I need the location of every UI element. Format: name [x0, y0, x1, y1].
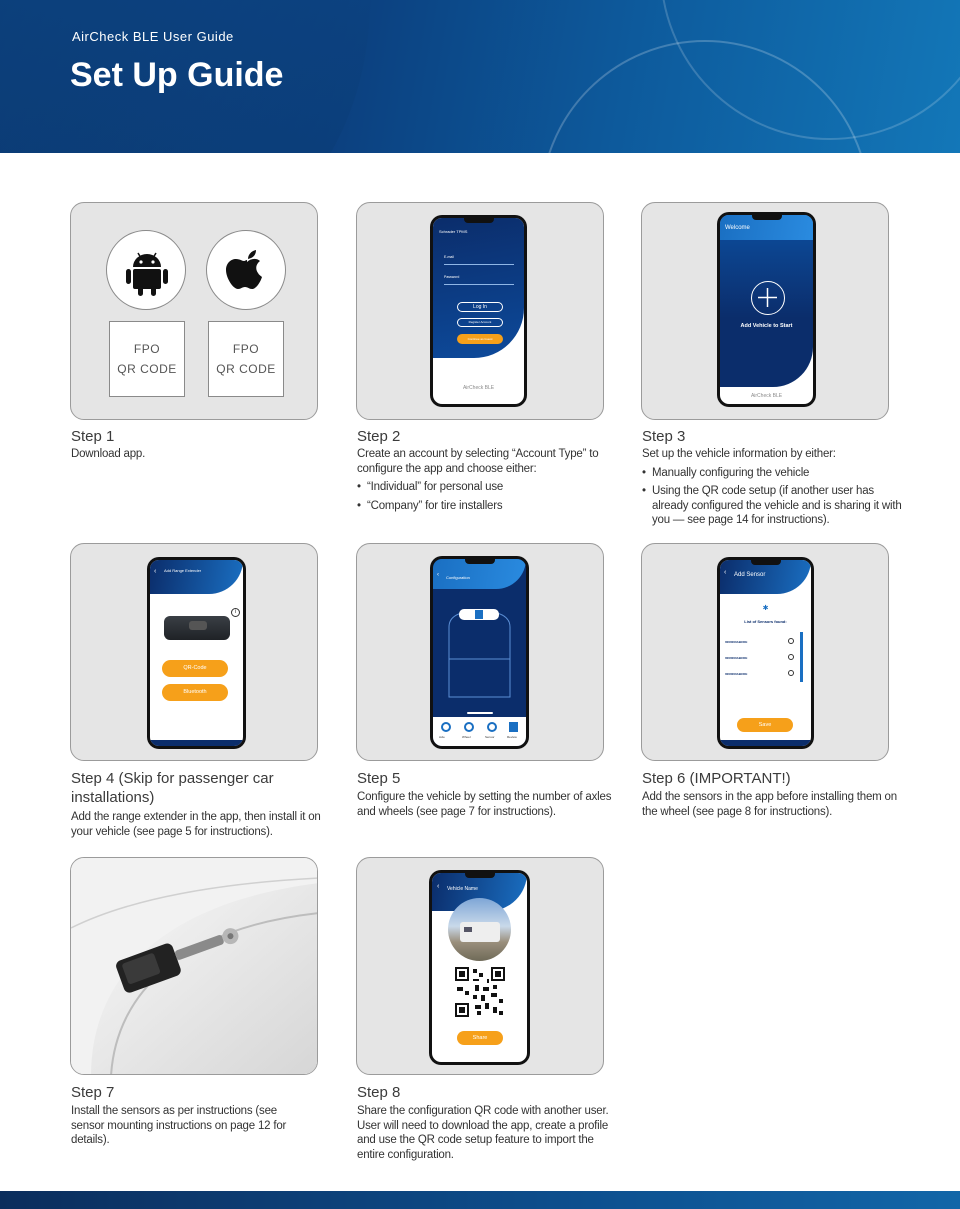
- sensor-radio[interactable]: [788, 638, 794, 644]
- list-item: • “Company” for tire installers: [357, 499, 607, 514]
- sensor-radio[interactable]: [788, 670, 794, 676]
- sensor-tab-icon[interactable]: [487, 722, 497, 732]
- qr-placeholder-label: FPO: [133, 342, 161, 356]
- document-subtitle: AirCheck BLE User Guide: [72, 29, 234, 44]
- tab-wheel[interactable]: Wheel: [462, 735, 471, 739]
- step-4-description: Add the range extender in the app, then install it on your vehicle (see page 5 for instructions).: [71, 811, 321, 838]
- info-icon[interactable]: i: [231, 608, 240, 617]
- password-label: Password: [444, 275, 460, 279]
- step-3-description: [642, 447, 907, 528]
- step-7-title: Step 7: [71, 1084, 115, 1101]
- screen-header: Vehicle Name: [447, 886, 478, 892]
- range-extender-image: [164, 616, 230, 640]
- tab-axle[interactable]: Axle: [439, 735, 445, 739]
- android-icon[interactable]: [106, 230, 186, 310]
- phone-mockup: [429, 870, 530, 1065]
- step-2-description: [357, 447, 607, 513]
- step-3-card: [641, 202, 889, 420]
- step-1-card: [70, 202, 318, 420]
- phone-mockup: [717, 557, 814, 749]
- back-arrow-icon[interactable]: ‹: [724, 569, 727, 576]
- screen-header: Add Sensor: [734, 572, 766, 578]
- tab-sensor[interactable]: Sensor: [485, 735, 495, 739]
- welcome-header: Welcome: [725, 225, 750, 231]
- login-button[interactable]: Log In: [457, 302, 503, 312]
- vehicle-axle-diagram: [433, 597, 526, 707]
- step-8-description: Share the configuration QR code with another user. User will need to download the app, create a profile and use the QR code setup feature to import the entire configuration.: [357, 1105, 609, 1161]
- step-6-description: Add the sensors in the app before installing them on the wheel (see page 8 for instructions).: [642, 791, 897, 818]
- step-6-title: Step 6 (IMPORTANT!): [642, 770, 791, 787]
- list-item: • “Individual” for personal use: [357, 480, 607, 495]
- step-5-description: Configure the vehicle by setting the number of axles and wheels (see page 7 for instructions).: [357, 791, 612, 818]
- sensor-installation-photo: [71, 858, 318, 1075]
- step-1-description: Download app.: [71, 448, 146, 460]
- page-title: Set Up Guide: [70, 56, 284, 94]
- screen-header: Add Range Extender: [164, 568, 202, 573]
- step-2-intro: Create an account by selecting “Account Type” to configure the app and choose either:: [357, 448, 599, 475]
- step-4-title: Step 4 (Skip for passenger car installations): [71, 770, 274, 806]
- register-button[interactable]: Register Account: [457, 318, 503, 327]
- email-label: E-mail: [444, 255, 454, 259]
- step-3-intro: Set up the vehicle information by either:: [642, 448, 836, 460]
- sensor-id: 0000000ABCDE: [725, 672, 748, 676]
- bottom-tab-bar: [433, 717, 526, 746]
- phone-mockup: [430, 556, 529, 749]
- wheel-tab-icon[interactable]: [464, 722, 474, 732]
- step-5-card: [356, 543, 604, 761]
- back-arrow-icon[interactable]: ‹: [437, 572, 439, 578]
- save-button[interactable]: Save: [737, 718, 793, 732]
- step-4-card: [70, 543, 318, 761]
- phone-mockup: [717, 212, 816, 407]
- list-item: • Using the QR code setup (if another user has already configured the vehicle and is sharing it with you — see page 14 for instructions).: [642, 484, 907, 528]
- sensor-id: 0000000ABCDE: [725, 640, 748, 644]
- step-2-card: [356, 202, 604, 420]
- back-arrow-icon[interactable]: ‹: [154, 568, 157, 575]
- share-qr-code[interactable]: [455, 967, 505, 1017]
- axle-tab-icon[interactable]: [441, 722, 451, 732]
- app-footer-label: AirCheck BLE: [750, 393, 783, 399]
- android-qr-placeholder[interactable]: [109, 321, 185, 397]
- qr-placeholder-label: FPO: [232, 342, 260, 356]
- step-7-card: [70, 857, 318, 1075]
- step-6-card: [641, 543, 889, 761]
- guest-button[interactable]: Continue as Guest: [457, 334, 503, 344]
- sensor-radio[interactable]: [788, 654, 794, 660]
- ios-qr-placeholder[interactable]: [208, 321, 284, 397]
- page-header: [0, 0, 960, 153]
- step-1-title: Step 1: [71, 428, 115, 445]
- qr-placeholder-label: QR CODE: [117, 362, 177, 376]
- tab-review[interactable]: Review: [507, 735, 517, 739]
- step-2-title: Step 2: [357, 428, 401, 445]
- step-5-title: Step 5: [357, 770, 401, 787]
- screen-header: Configuration: [446, 575, 470, 580]
- page-footer-bar: [0, 1191, 960, 1209]
- step-8-card: [356, 857, 604, 1075]
- step-8-title: Step 8: [357, 1084, 401, 1101]
- share-button[interactable]: Share: [457, 1031, 503, 1045]
- qr-placeholder-label: QR CODE: [216, 362, 276, 376]
- phone-mockup: [430, 215, 527, 407]
- apple-icon[interactable]: [206, 230, 286, 310]
- back-arrow-icon[interactable]: ‹: [437, 883, 440, 890]
- sensor-list-title: List of Sensors found:: [744, 619, 787, 624]
- vehicle-photo: [448, 898, 511, 961]
- sensor-id: 0000000ABCDE: [725, 656, 748, 660]
- step-3-title: Step 3: [642, 428, 686, 445]
- add-vehicle-button[interactable]: [751, 281, 785, 315]
- list-item: • Manually configuring the vehicle: [642, 466, 907, 481]
- review-tab-icon[interactable]: [509, 722, 518, 732]
- brand-label: Schrader TPMS: [439, 229, 468, 234]
- bluetooth-icon: ✱: [762, 605, 769, 612]
- step-7-description: Install the sensors as per instructions (see sensor mounting instructions on page 12 for details).: [71, 1105, 287, 1146]
- phone-mockup: [147, 557, 246, 749]
- bluetooth-button[interactable]: Bluetooth: [162, 684, 228, 701]
- app-footer-label: AirCheck BLE: [462, 385, 495, 391]
- qr-code-button[interactable]: QR-Code: [162, 660, 228, 677]
- add-vehicle-label: Add Vehicle to Start: [740, 323, 793, 329]
- email-field[interactable]: [444, 264, 514, 265]
- password-field[interactable]: [444, 284, 514, 285]
